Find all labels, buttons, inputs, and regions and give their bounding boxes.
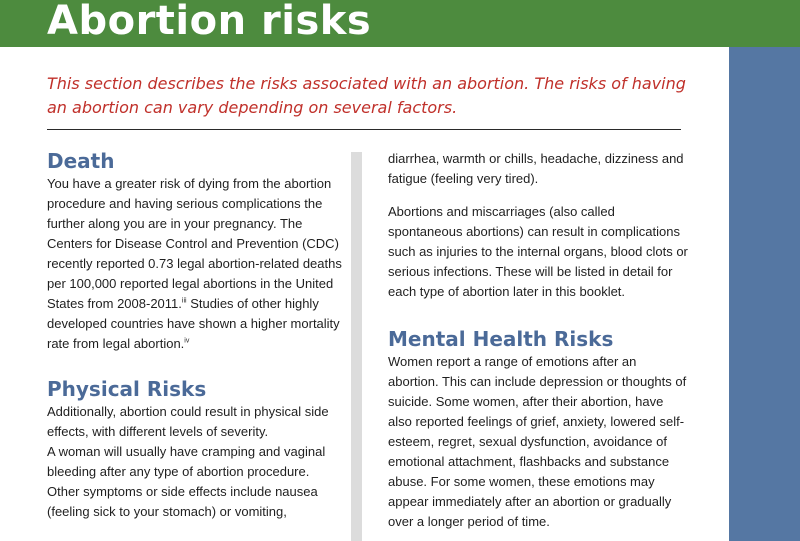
- intro-text: This section describes the risks associated with an abortion. The risks of having an abortion can vary depending on several factors.: [47, 74, 686, 117]
- death-text-2: Studies of other highly developed countries have shown a higher mortality rate from legal abortion.: [47, 296, 340, 351]
- right-column: [388, 149, 688, 532]
- miscarriage-paragraph: Abortions and miscarriages (also called spontaneous abortions) can result in complications such as injuries to the internal organs, blood clots or serious infections. These will be listed in detail for each type of abortion later in this booklet.: [388, 204, 688, 299]
- physical-risks-continued: diarrhea, warmth or chills, headache, dizziness and fatigue (feeling very tired).: [388, 151, 684, 186]
- page-title: Abortion risks: [47, 0, 372, 44]
- death-paragraph: [47, 174, 343, 354]
- physical-risks-heading: Physical Risks: [47, 377, 207, 401]
- left-column: [47, 148, 343, 522]
- death-text: You have a greater risk of dying from the abortion procedure and having serious complications the further along you are in your pregnancy. The Centers for Disease Control and Prevention (CDC) recently reported 0.73 legal abortion-related deaths per 100,000 reported legal abortions in the United States from 2008-2011.: [47, 176, 342, 311]
- physical-risks-intro: Additionally, abortion could result in physical side effects, with different levels of severity.: [47, 404, 329, 439]
- mental-health-heading: Mental Health Risks: [388, 327, 614, 351]
- death-heading: Death: [47, 149, 115, 173]
- title-banner: [0, 0, 800, 47]
- footnote-iii: iii: [181, 297, 187, 305]
- mental-health-paragraph: Women report a range of emotions after an abortion. This can include depression or thoughts of suicide. Some women, after their abortion, have also reported feelings of grief, anxiety, lowered self-esteem, regret, sexual dysfunction, avoidance of emotional attachment, flashbacks and substance abuse. For some women, these emotions may appear immediately after an abortion or gradually over a longer period of time.: [388, 354, 687, 529]
- footnote-iv: iv: [184, 337, 190, 345]
- physical-risks-paragraph: A woman will usually have cramping and vaginal bleeding after any type of abortion procedure. Other symptoms or side effects include nausea (feeling sick to your stomach) or vomiting,: [47, 444, 326, 519]
- column-divider: [351, 152, 362, 541]
- side-accent-bar: [729, 47, 800, 541]
- divider-rule: [47, 129, 681, 130]
